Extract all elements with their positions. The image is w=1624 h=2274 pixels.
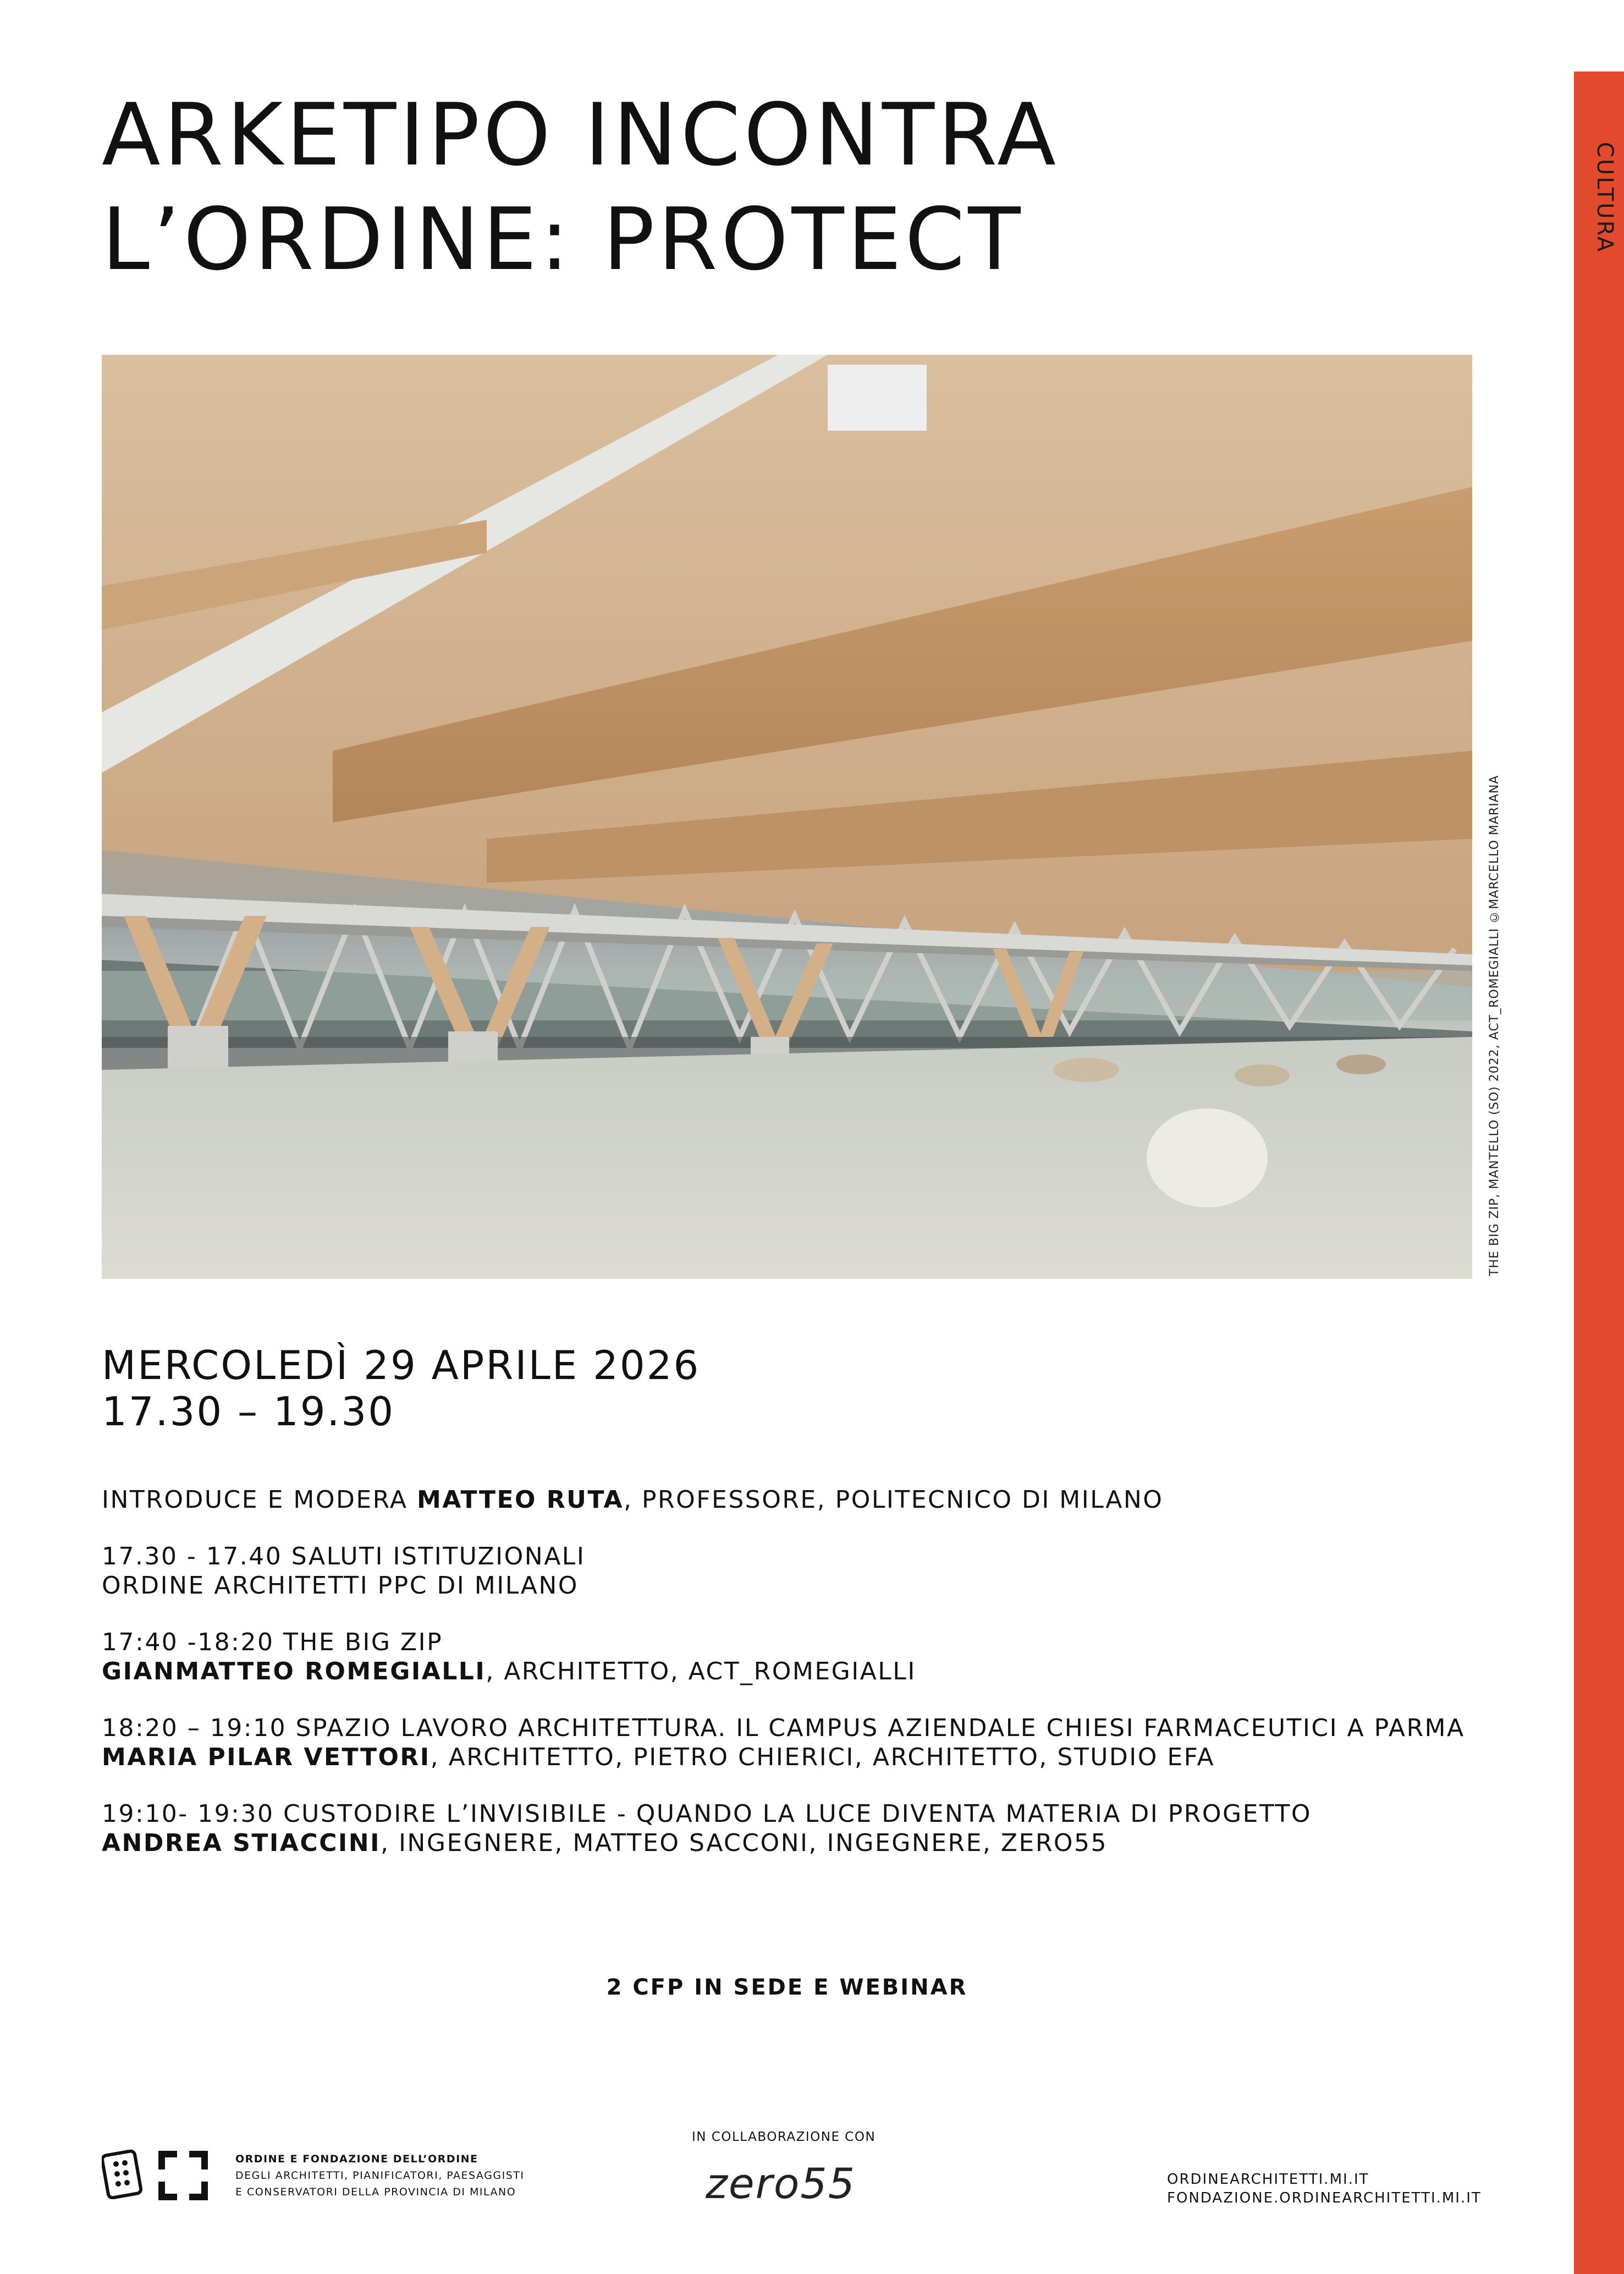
program-item-speaker: ANDREA STIACCINI xyxy=(102,1829,381,1857)
program-item-detail: , ARCHITETTO, ACT_ROMEGIALLI xyxy=(486,1657,916,1685)
program-item-title: 19:10- 19:30 CUSTODIRE L’INVISIBILE - QUANDO LA LUCE DIVENTA MATERIA DI PROGETTO xyxy=(102,1800,1312,1828)
program-item-title: 18:20 – 19:10 SPAZIO LAVORO ARCHITETTURA. IL CAMPUS AZIENDALE CHIESI FARMACEUTICI A PARMA xyxy=(102,1714,1465,1742)
organization-name: ORDINE E FONDAZIONE DELL’ORDINE DEGLI ARCHITETTI, PIANIFICATORI, PAESAGGISTI E CONSERVATORI DELLA PROVINCIA DI MILANO xyxy=(235,2153,525,2198)
program-item-detail: , ARCHITETTO, PIETRO CHIERICI, ARCHITETTO, STUDIO EFA xyxy=(430,1743,1215,1771)
program-item-speaker: MARIA PILAR VETTORI xyxy=(102,1743,431,1771)
website-link-ordine[interactable]: ORDINEARCHITETTI.MI.IT xyxy=(1167,2171,1369,2188)
side-color-bar xyxy=(1574,72,1624,2274)
event-date: MERCOLEDÌ 29 APRILE 2026 xyxy=(102,1342,701,1388)
program-item xyxy=(102,1628,1465,1686)
program-item xyxy=(102,1799,1465,1858)
program-item-title: 17:40 -18:20 THE BIG ZIP xyxy=(102,1628,443,1656)
website-link-fondazione[interactable]: FONDAZIONE.ORDINEARCHITETTI.MI.IT xyxy=(1167,2190,1482,2206)
program-item-detail: , INGEGNERE, MATTEO SACCONI, INGEGNERE, ZERO55 xyxy=(380,1829,1108,1857)
website-links xyxy=(1167,2170,1482,2207)
program-item xyxy=(102,1713,1465,1772)
moderator-name: MATTEO RUTA xyxy=(417,1486,624,1514)
fondazione-logo-icon xyxy=(158,2151,208,2202)
zero55-logo: zero55 xyxy=(706,2159,856,2208)
cfp-note: 2 CFP IN SEDE E WEBINAR xyxy=(606,1975,968,2000)
collaboration-label: IN COLLABORAZIONE CON xyxy=(692,2130,876,2144)
ordine-logo-icon xyxy=(102,2150,146,2201)
page-title xyxy=(102,83,1059,292)
event-time: 17.30 – 19.30 xyxy=(102,1388,395,1435)
program-intro xyxy=(102,1485,1465,1514)
hero-photo xyxy=(102,355,1472,1279)
program-item xyxy=(102,1542,1465,1600)
event-datetime xyxy=(102,1342,700,1435)
title-line-2: L’ORDINE: PROTECT xyxy=(102,189,1024,289)
program-item-speaker: GIANMATTEO ROMEGIALLI xyxy=(102,1657,486,1685)
program-item-title: 17.30 - 17.40 SALUTI ISTITUZIONALI xyxy=(102,1542,586,1570)
photo-credit: THE BIG ZIP, MANTELLO (SO) 2022, ACT_ROMEGIALLI ©MARCELLO MARIANA xyxy=(1488,775,1501,1276)
intro-suffix: , PROFESSORE, POLITECNICO DI MILANO xyxy=(624,1486,1164,1514)
intro-prefix: INTRODUCE E MODERA xyxy=(102,1486,417,1514)
title-line-1: ARKETIPO INCONTRA xyxy=(102,85,1059,185)
program-item-detail: ORDINE ARCHITETTI PPC DI MILANO xyxy=(102,1572,579,1600)
category-label: CULTURA xyxy=(1592,142,1617,254)
program-list xyxy=(102,1485,1465,1885)
